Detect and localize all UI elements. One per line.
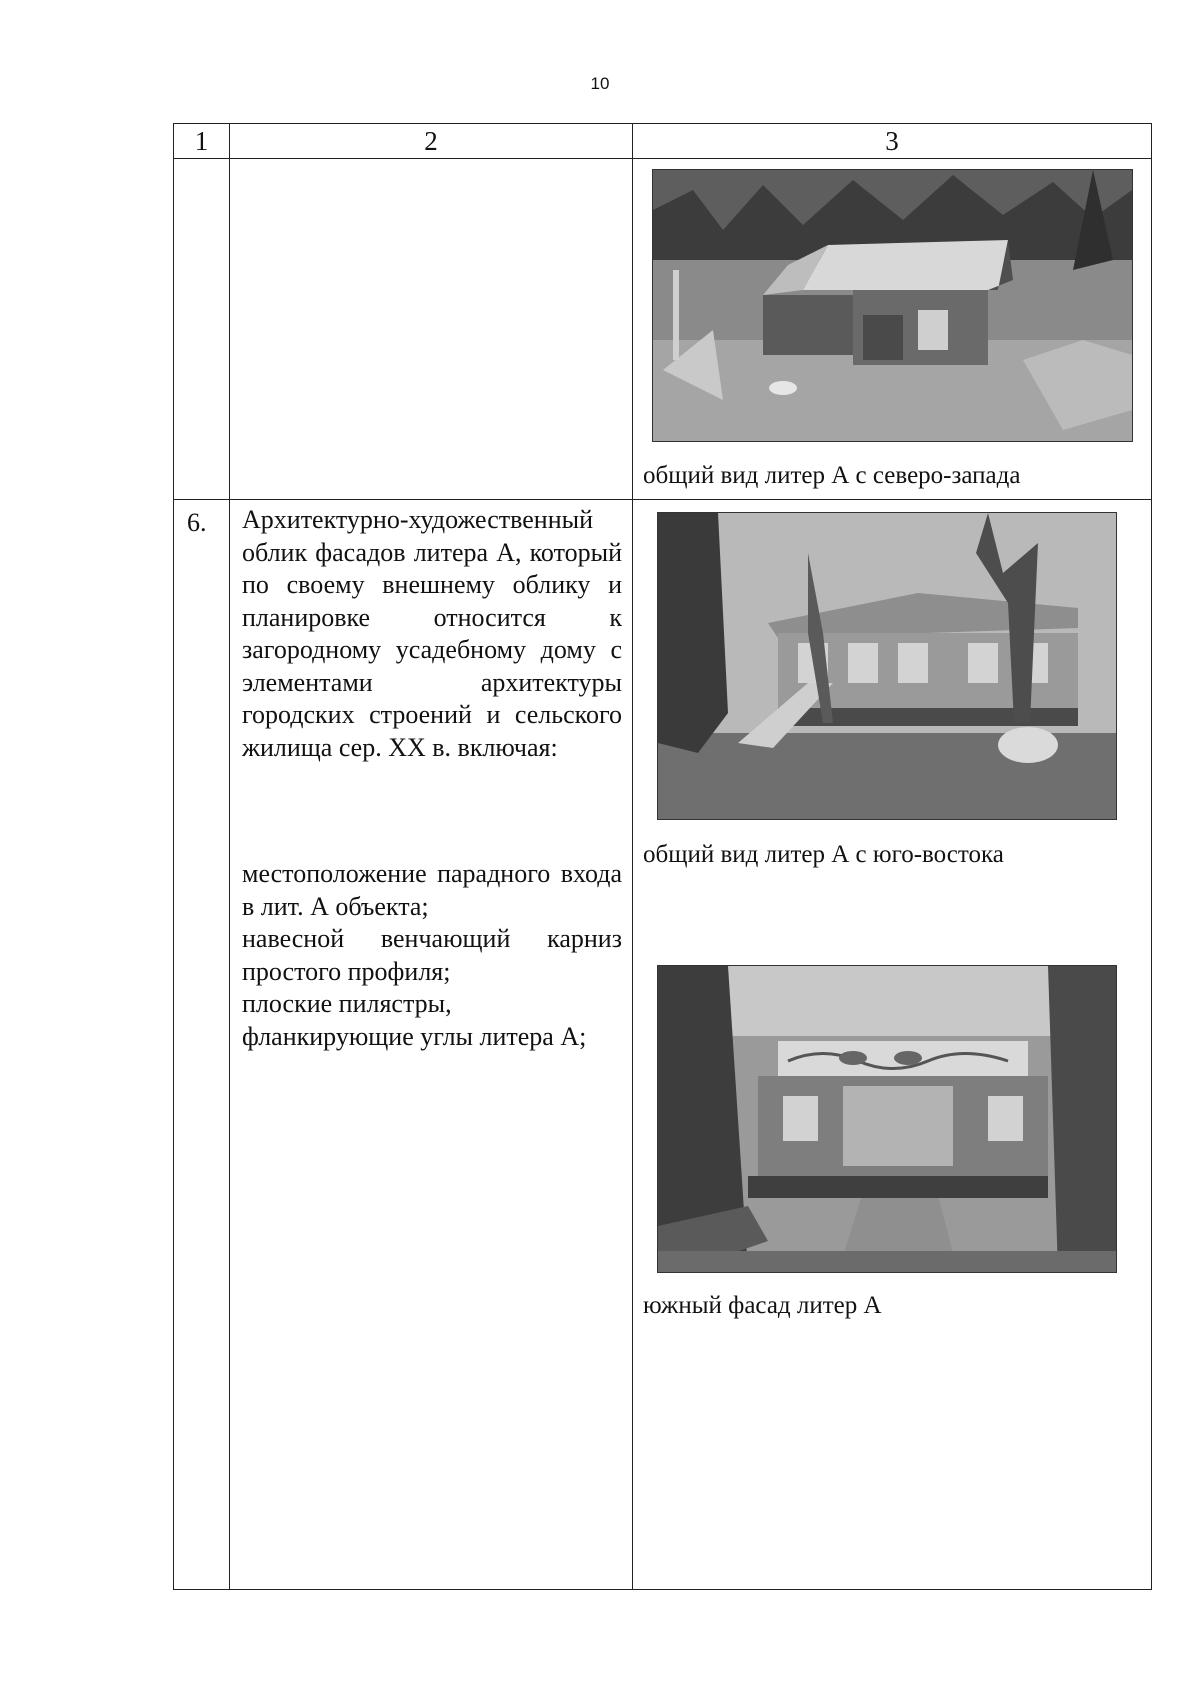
photo-northwest-view [652, 169, 1133, 442]
house-southeast-illustration [658, 513, 1116, 819]
feature-item: местоположение парадного входа в лит. А объекта; [242, 859, 622, 921]
table-header-row [174, 124, 1152, 159]
photo-southeast-view [657, 512, 1117, 820]
row-text-cell [230, 159, 633, 500]
column-header-3: 3 [633, 124, 1152, 159]
column-header-1: 1 [174, 124, 230, 159]
photo-caption-northwest: общий вид литер А с северо-запада [643, 462, 1021, 489]
photo-caption-southeast: общий вид литер А с юго-востока [643, 841, 1004, 868]
feature-description: Архитектурно-художественный облик фасадов литера А, который по своему внешнему облику и планировке относится к загородному усадебному дому с элементами архитектуры городских строений и сельского жилища сер. XX в. включая: [242, 505, 622, 762]
photo-caption-south-facade: южный фасад литер А [643, 1292, 882, 1319]
table-row [174, 500, 1152, 1590]
table-row [174, 159, 1152, 500]
row-number-cell: 6. [174, 500, 230, 1590]
south-facade-illustration [658, 966, 1116, 1272]
row-number-cell [174, 159, 230, 500]
column-header-2: 2 [230, 124, 633, 159]
row-image-cell [633, 159, 1152, 500]
description-table [173, 123, 1152, 1590]
feature-item: плоские пилястры, фланкирующие углы литера А; [242, 989, 587, 1051]
feature-item: навесной венчающий карниз простого профиля; [242, 924, 622, 986]
photo-south-facade [657, 965, 1117, 1273]
page-number: 10 [590, 74, 610, 93]
row-text-cell [230, 500, 633, 1590]
row-image-cell [633, 500, 1152, 1590]
house-northwest-illustration [653, 170, 1132, 441]
